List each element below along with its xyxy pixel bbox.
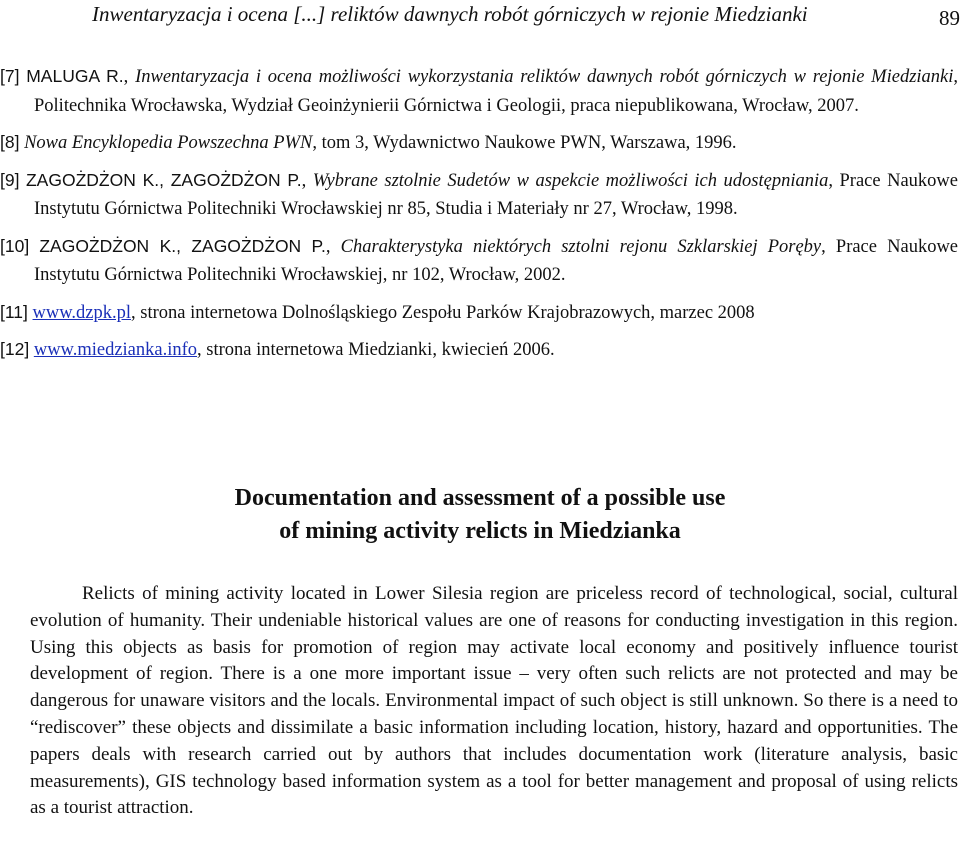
reference-number: [9] (0, 169, 20, 190)
reference-details: , Politechnika Wrocławska, Wydział Geoinżynierii Górnictwa i Geologii, praca niepublikowana, Wrocław, 2007. (34, 67, 959, 116)
reference-9 (0, 166, 960, 224)
reference-title: Nowa Encyklopedia Powszechna PWN (24, 133, 313, 153)
reference-separator: , (123, 67, 136, 87)
abstract (30, 581, 958, 822)
english-title (0, 482, 960, 548)
reference-separator: , (301, 170, 313, 191)
reference-10 (0, 232, 960, 290)
reference-title: Charakterystyka niektórych sztolni rejonu Szklarskiej Poręby (340, 236, 822, 257)
reference-details: , strona internetowa Dolnośląskiego Zespołu Parków Krajobrazowych, marzec 2008 (131, 302, 755, 323)
abstract-text: Relicts of mining activity located in Lower Silesia region are priceless record of technological, social, cultural evolution of humanity. Their undeniable historical values are one of reasons for conducting investigation in this region. Using this objects as basis for promotion of region may activate local economy and positively influence tourist development of region. There is a one more important issue – very often such relicts are not protected and may be dangerous for unaware visitors and the locals. Environmental impact of such object is still unknown. So there is a need to “rediscover” these objects and dissimilate a basic information including location, history, hazard and opportunities. The papers deals with research carried out by authors that includes documentation work (literature analysis, basic measurements), GIS technology based information system as a tool for better management and proposal of using relicts as a tourist attraction. (30, 583, 958, 819)
english-title-line-2: of mining activity relicts in Miedzianka (279, 518, 681, 544)
reference-authors: ZAGOŻDŻON K., ZAGOŻDŻON P. (25, 169, 302, 190)
reference-number: [7] (0, 66, 20, 86)
reference-number: [8] (0, 132, 20, 152)
reference-details: , Prace Naukowe Instytutu Górnictwa Politechniki Wrocławskiej, nr 102, Wrocław, 2002. (34, 236, 959, 285)
reference-details: , strona internetowa Miedzianki, kwiecień 2006. (197, 340, 555, 360)
reference-number: [12] (0, 339, 30, 359)
running-title: Inwentaryzacja i ocena [...] reliktów dawnych robót górniczych w rejonie Miedzianki (92, 2, 808, 26)
reference-authors: ZAGOŻDŻON K., ZAGOŻDŻON P. (39, 235, 326, 256)
reference-authors: MALUGA R. (26, 66, 124, 86)
running-header (92, 2, 960, 38)
reference-number: [10] (0, 235, 30, 256)
reference-12 (0, 335, 960, 365)
page-number: 89 (939, 6, 960, 30)
english-title-line-1: Documentation and assessment of a possible use (234, 485, 726, 511)
reference-number: [11] (0, 301, 28, 322)
reference-title: Inwentaryzacja i ocena możliwości wykorzystania reliktów dawnych robót górniczych w rejonie Miedzianki (135, 67, 954, 87)
reference-8 (0, 128, 960, 158)
reference-details: , Prace Naukowe Instytutu Górnictwa Politechniki Wrocławskiej nr 85, Studia i Materiały nr 27, Wrocław, 1998. (34, 170, 958, 219)
reference-list (0, 62, 960, 373)
reference-link[interactable]: www.miedzianka.info (33, 340, 198, 360)
reference-11 (0, 298, 960, 328)
reference-details: , tom 3, Wydawnictwo Naukowe PWN, Warszawa, 1996. (312, 133, 737, 153)
reference-title: Wybrane sztolnie Sudetów w aspekcie możliwości ich udostępniania (312, 170, 829, 191)
reference-7 (0, 62, 960, 120)
reference-separator: , (325, 236, 341, 257)
reference-link[interactable]: www.dzpk.pl (32, 302, 131, 323)
